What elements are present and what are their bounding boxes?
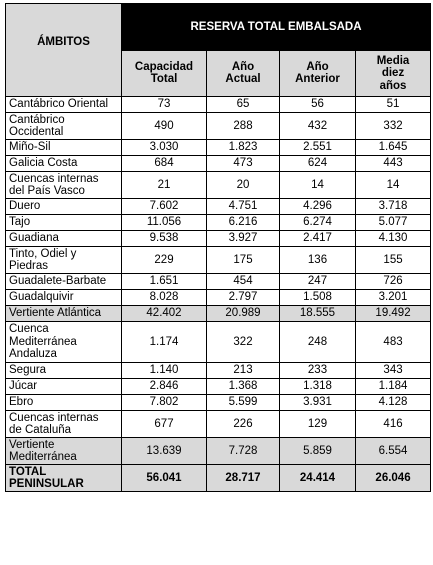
row-name-cell bbox=[6, 306, 122, 322]
table-row bbox=[6, 395, 431, 411]
column-header-media bbox=[356, 50, 431, 97]
row-name-line: Cuenca bbox=[9, 323, 49, 336]
row-name-line: Ebro bbox=[9, 396, 34, 409]
value-cell: 3.201 bbox=[356, 290, 431, 306]
value-cell: 11.056 bbox=[122, 215, 207, 231]
row-name-line: Cantábrico Oriental bbox=[9, 98, 109, 111]
row-name-line: Guadalete-Barbate bbox=[9, 275, 107, 288]
value-cell: 3.931 bbox=[280, 395, 356, 411]
row-name-line: Guadiana bbox=[9, 232, 59, 245]
row-name-line: Mediterránea bbox=[9, 335, 77, 348]
value-cell: 1.318 bbox=[280, 379, 356, 395]
value-cell: 7.728 bbox=[207, 438, 280, 465]
row-name-line: del País Vasco bbox=[9, 185, 85, 197]
value-cell: 19.492 bbox=[356, 306, 431, 322]
column-header-line: Capacidad bbox=[134, 60, 194, 73]
row-name-cell bbox=[6, 322, 122, 363]
value-cell: 3.927 bbox=[207, 231, 280, 247]
value-cell: 4.296 bbox=[280, 199, 356, 215]
row-name-cell bbox=[6, 411, 122, 438]
value-cell: 2.846 bbox=[122, 379, 207, 395]
value-cell: 322 bbox=[207, 322, 280, 363]
row-name-cell bbox=[6, 395, 122, 411]
value-cell: 155 bbox=[356, 247, 431, 274]
reserva-header: RESERVA TOTAL EMBALSADA bbox=[122, 4, 431, 51]
value-cell: 1.140 bbox=[122, 363, 207, 379]
value-cell: 3.718 bbox=[356, 199, 431, 215]
value-cell: 1.174 bbox=[122, 322, 207, 363]
value-cell: 6.216 bbox=[207, 215, 280, 231]
row-name-cell bbox=[6, 274, 122, 290]
row-name-cell bbox=[6, 215, 122, 231]
table-row bbox=[6, 322, 431, 363]
value-cell: 20 bbox=[207, 172, 280, 199]
value-cell: 684 bbox=[122, 156, 207, 172]
table-row bbox=[6, 363, 431, 379]
value-cell: 175 bbox=[207, 247, 280, 274]
value-cell: 56 bbox=[280, 97, 356, 113]
row-name-line: Occidental bbox=[9, 126, 64, 138]
table-row bbox=[6, 97, 431, 113]
value-cell: 677 bbox=[122, 411, 207, 438]
column-header-line: diez bbox=[381, 67, 405, 79]
reservoir-table bbox=[5, 3, 431, 492]
value-cell: 5.859 bbox=[280, 438, 356, 465]
table-row bbox=[6, 113, 431, 140]
value-cell: 1.645 bbox=[356, 140, 431, 156]
row-name-cell bbox=[6, 140, 122, 156]
table-row bbox=[6, 379, 431, 395]
value-cell: 248 bbox=[280, 322, 356, 363]
value-cell: 4.128 bbox=[356, 395, 431, 411]
row-name-line: Mediterránea bbox=[9, 451, 77, 463]
value-cell: 65 bbox=[207, 97, 280, 113]
value-cell: 624 bbox=[280, 156, 356, 172]
value-cell: 7.602 bbox=[122, 199, 207, 215]
column-header-capacidad bbox=[122, 50, 207, 97]
value-cell: 5.077 bbox=[356, 215, 431, 231]
table-row bbox=[6, 156, 431, 172]
column-header-line: Año bbox=[306, 60, 329, 73]
value-cell: 332 bbox=[356, 113, 431, 140]
column-header-anterior bbox=[280, 50, 356, 97]
row-name-cell bbox=[6, 172, 122, 199]
value-cell: 4.751 bbox=[207, 199, 280, 215]
row-name-line: Cuencas internas bbox=[9, 172, 99, 185]
row-name-cell bbox=[6, 113, 122, 140]
value-cell: 213 bbox=[207, 363, 280, 379]
value-cell: 229 bbox=[122, 247, 207, 274]
value-cell: 416 bbox=[356, 411, 431, 438]
value-cell: 4.130 bbox=[356, 231, 431, 247]
value-cell: 18.555 bbox=[280, 306, 356, 322]
row-name-line: TOTAL bbox=[9, 465, 47, 478]
table-row bbox=[6, 274, 431, 290]
value-cell: 1.823 bbox=[207, 140, 280, 156]
value-cell: 233 bbox=[280, 363, 356, 379]
value-cell: 13.639 bbox=[122, 438, 207, 465]
table-row bbox=[6, 172, 431, 199]
row-name-cell bbox=[6, 438, 122, 465]
row-name-line: Piedras bbox=[9, 260, 48, 272]
column-header-line: años bbox=[379, 79, 407, 92]
total-row bbox=[6, 465, 431, 492]
row-name-cell bbox=[6, 363, 122, 379]
value-cell: 6.274 bbox=[280, 215, 356, 231]
value-cell: 1.368 bbox=[207, 379, 280, 395]
value-cell: 490 bbox=[122, 113, 207, 140]
row-name-line: PENINSULAR bbox=[9, 478, 84, 490]
table-header bbox=[6, 4, 431, 97]
value-cell: 8.028 bbox=[122, 290, 207, 306]
row-name-line: Duero bbox=[9, 200, 41, 213]
row-name-line: de Cataluña bbox=[9, 424, 72, 436]
value-cell: 247 bbox=[280, 274, 356, 290]
value-cell: 3.030 bbox=[122, 140, 207, 156]
value-cell: 28.717 bbox=[207, 465, 280, 492]
row-name-cell bbox=[6, 247, 122, 274]
value-cell: 73 bbox=[122, 97, 207, 113]
row-name-line: Cuencas internas bbox=[9, 411, 99, 424]
value-cell: 7.802 bbox=[122, 395, 207, 411]
value-cell: 483 bbox=[356, 322, 431, 363]
value-cell: 1.508 bbox=[280, 290, 356, 306]
row-name-line: Júcar bbox=[9, 380, 38, 393]
value-cell: 21 bbox=[122, 172, 207, 199]
column-header-line: Anterior bbox=[295, 73, 340, 86]
value-cell: 14 bbox=[280, 172, 356, 199]
value-cell: 24.414 bbox=[280, 465, 356, 492]
value-cell: 2.551 bbox=[280, 140, 356, 156]
value-cell: 1.651 bbox=[122, 274, 207, 290]
row-name-cell bbox=[6, 231, 122, 247]
row-name-line: Andaluza bbox=[9, 348, 57, 361]
column-header-line: Total bbox=[150, 73, 178, 86]
value-cell: 136 bbox=[280, 247, 356, 274]
value-cell: 343 bbox=[356, 363, 431, 379]
ambitos-header-label: ÁMBITOS bbox=[37, 36, 90, 48]
row-name-line: Cantábrico bbox=[9, 113, 65, 126]
value-cell: 454 bbox=[207, 274, 280, 290]
row-name-line: Galicia Costa bbox=[9, 157, 78, 170]
table-row bbox=[6, 140, 431, 156]
row-name-cell bbox=[6, 290, 122, 306]
value-cell: 1.184 bbox=[356, 379, 431, 395]
value-cell: 42.402 bbox=[122, 306, 207, 322]
column-header-line: Año bbox=[231, 60, 255, 73]
value-cell: 226 bbox=[207, 411, 280, 438]
row-name-line: Tinto, Odiel y bbox=[9, 247, 77, 260]
row-name-cell bbox=[6, 199, 122, 215]
value-cell: 5.599 bbox=[207, 395, 280, 411]
row-name-cell bbox=[6, 156, 122, 172]
column-header-line: Actual bbox=[225, 73, 261, 86]
row-name-line: Tajo bbox=[9, 216, 31, 229]
value-cell: 9.538 bbox=[122, 231, 207, 247]
table-row bbox=[6, 247, 431, 274]
value-cell: 726 bbox=[356, 274, 431, 290]
table-row bbox=[6, 231, 431, 247]
table-row bbox=[6, 290, 431, 306]
value-cell: 26.046 bbox=[356, 465, 431, 492]
value-cell: 473 bbox=[207, 156, 280, 172]
value-cell: 51 bbox=[356, 97, 431, 113]
row-name-line: Segura bbox=[9, 364, 47, 377]
value-cell: 432 bbox=[280, 113, 356, 140]
row-name-line: Guadalquivir bbox=[9, 291, 74, 304]
row-name-cell bbox=[6, 379, 122, 395]
subtotal-row bbox=[6, 306, 431, 322]
value-cell: 443 bbox=[356, 156, 431, 172]
row-name-line: Vertiente Atlántica bbox=[9, 307, 102, 320]
column-header-line: Media bbox=[376, 54, 410, 67]
row-name-cell bbox=[6, 97, 122, 113]
value-cell: 2.797 bbox=[207, 290, 280, 306]
table-row bbox=[6, 199, 431, 215]
reservoir-table-container bbox=[5, 3, 430, 492]
value-cell: 6.554 bbox=[356, 438, 431, 465]
row-name-line: Vertiente bbox=[9, 438, 55, 451]
row-name-line: Miño-Sil bbox=[9, 141, 51, 154]
value-cell: 14 bbox=[356, 172, 431, 199]
value-cell: 2.417 bbox=[280, 231, 356, 247]
ambitos-header bbox=[6, 4, 122, 97]
row-name-cell bbox=[6, 465, 122, 492]
value-cell: 288 bbox=[207, 113, 280, 140]
value-cell: 129 bbox=[280, 411, 356, 438]
value-cell: 20.989 bbox=[207, 306, 280, 322]
value-cell: 56.041 bbox=[122, 465, 207, 492]
subtotal-row bbox=[6, 438, 431, 465]
column-header-actual bbox=[207, 50, 280, 97]
table-body bbox=[6, 97, 431, 492]
table-row bbox=[6, 411, 431, 438]
table-row bbox=[6, 215, 431, 231]
